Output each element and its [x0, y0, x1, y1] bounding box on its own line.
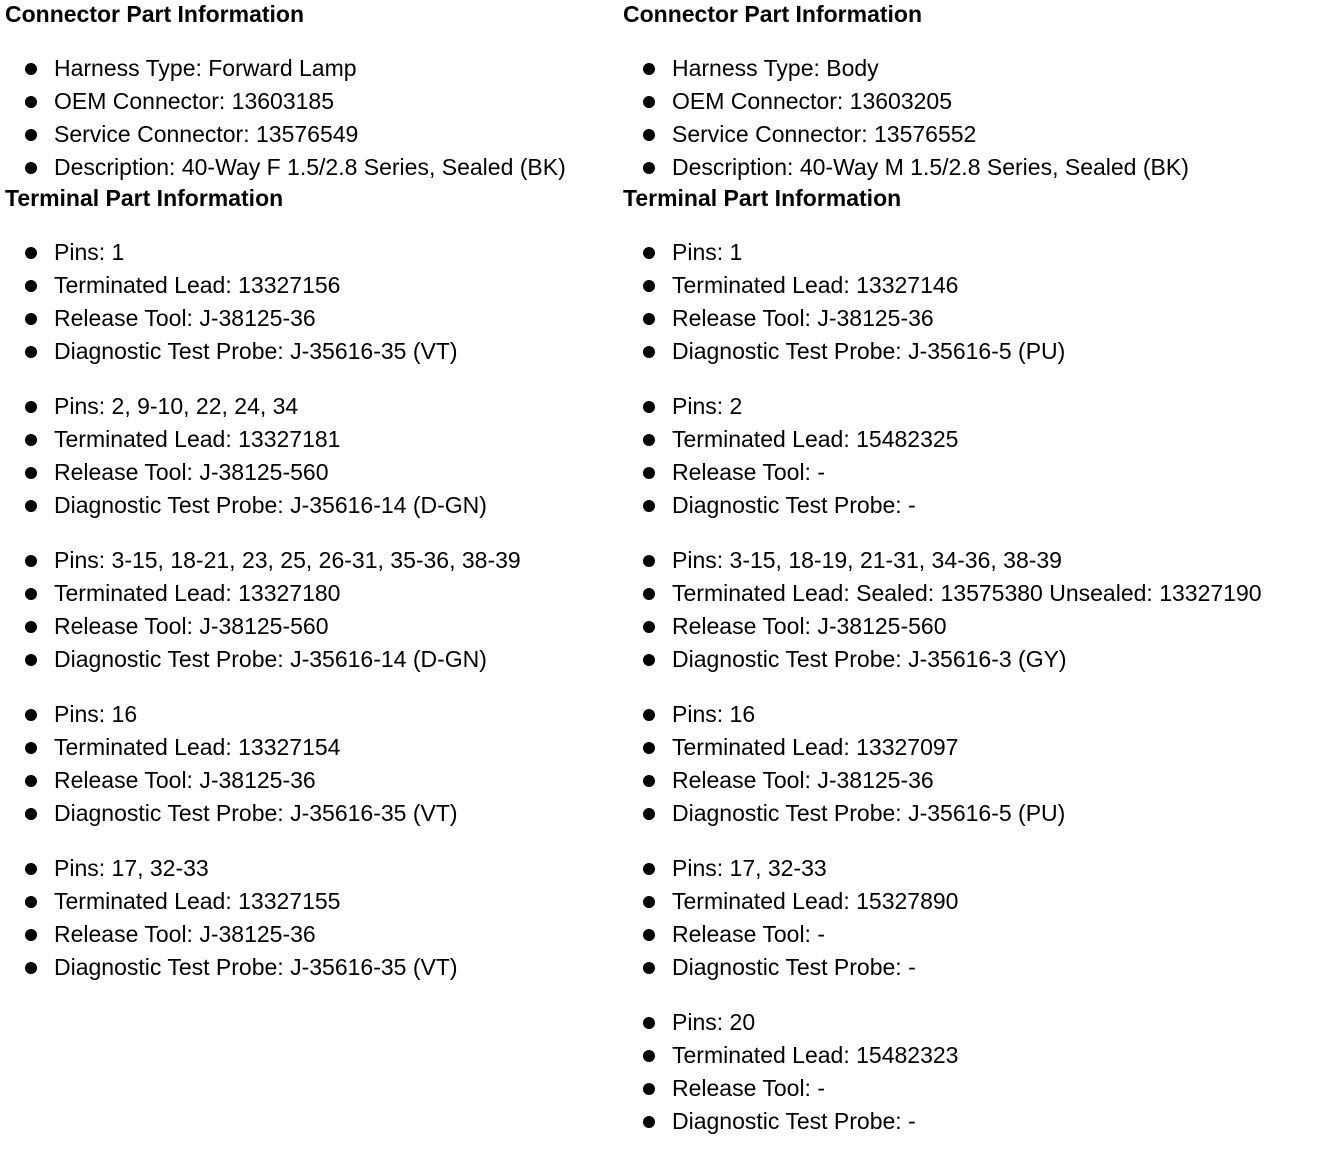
list-item: Terminated Lead: 13327155 [5, 885, 617, 918]
list-item: Terminated Lead: 15482325 [623, 423, 1323, 456]
connector-heading: Connector Part Information [623, 1, 923, 27]
terminal-group [623, 698, 1323, 830]
list-item: Pins: 2, 9-10, 22, 24, 34 [5, 390, 617, 423]
list-item: Terminated Lead: 13327154 [5, 731, 617, 764]
list-item: Terminated Lead: 13327156 [5, 269, 617, 302]
list-item: Release Tool: J-38125-36 [5, 764, 617, 797]
list-item: Terminated Lead: 15482323 [623, 1039, 1323, 1072]
list-item: Terminated Lead: Sealed: 13575380 Unsealed: 13327190 [623, 577, 1323, 610]
list-item: Pins: 1 [5, 236, 617, 269]
list-item: Pins: 17, 32-33 [623, 852, 1323, 885]
list-item: Pins: 17, 32-33 [5, 852, 617, 885]
terminal-group [5, 698, 617, 830]
list-item: Diagnostic Test Probe: J-35616-35 (VT) [5, 951, 617, 984]
terminal-heading: Terminal Part Information [5, 185, 284, 211]
list-item: Pins: 2 [623, 390, 1323, 423]
list-item: Terminated Lead: 13327181 [5, 423, 617, 456]
list-item: Pins: 1 [623, 236, 1323, 269]
connector-list [623, 52, 1323, 184]
list-item: Description: 40-Way F 1.5/2.8 Series, Sealed (BK) [5, 151, 617, 184]
list-item: Release Tool: J-38125-560 [5, 610, 617, 643]
list-item: Harness Type: Body [623, 52, 1323, 85]
list-item: Release Tool: J-38125-36 [5, 302, 617, 335]
list-item: Diagnostic Test Probe: - [623, 489, 1323, 522]
left-column [5, 0, 617, 1006]
list-item: Release Tool: J-38125-36 [5, 918, 617, 951]
list-item: Release Tool: J-38125-36 [623, 302, 1323, 335]
terminal-group [623, 236, 1323, 368]
list-item: Diagnostic Test Probe: J-35616-14 (D-GN) [5, 489, 617, 522]
list-item: OEM Connector: 13603185 [5, 85, 617, 118]
list-item: Diagnostic Test Probe: J-35616-35 (VT) [5, 797, 617, 830]
connector-list [5, 52, 617, 184]
list-item: Harness Type: Forward Lamp [5, 52, 617, 85]
list-item: Diagnostic Test Probe: J-35616-3 (GY) [623, 643, 1323, 676]
list-item: Release Tool: - [623, 456, 1323, 489]
list-item: Diagnostic Test Probe: J-35616-5 (PU) [623, 335, 1323, 368]
list-item: Terminated Lead: 13327097 [623, 731, 1323, 764]
connector-heading: Connector Part Information [5, 1, 305, 27]
terminal-group [623, 390, 1323, 522]
list-item: Description: 40-Way M 1.5/2.8 Series, Sealed (BK) [623, 151, 1323, 184]
list-item: Terminated Lead: 15327890 [623, 885, 1323, 918]
list-item: Service Connector: 13576549 [5, 118, 617, 151]
right-column [623, 0, 1323, 1160]
list-item: Terminated Lead: 13327146 [623, 269, 1323, 302]
terminal-group [623, 1006, 1323, 1138]
list-item: Pins: 3-15, 18-21, 23, 25, 26-31, 35-36, 38-39 [5, 544, 617, 577]
list-item: Diagnostic Test Probe: J-35616-14 (D-GN) [5, 643, 617, 676]
list-item: Release Tool: - [623, 918, 1323, 951]
list-item: Diagnostic Test Probe: J-35616-35 (VT) [5, 335, 617, 368]
list-item: Pins: 16 [5, 698, 617, 731]
list-item: Pins: 16 [623, 698, 1323, 731]
terminal-groups [5, 236, 617, 984]
list-item: Terminated Lead: 13327180 [5, 577, 617, 610]
list-item: Diagnostic Test Probe: J-35616-5 (PU) [623, 797, 1323, 830]
list-item: Release Tool: - [623, 1072, 1323, 1105]
terminal-group [5, 544, 617, 676]
terminal-group [5, 236, 617, 368]
terminal-group [5, 852, 617, 984]
list-item: Release Tool: J-38125-36 [623, 764, 1323, 797]
list-item: Service Connector: 13576552 [623, 118, 1323, 151]
terminal-group [623, 852, 1323, 984]
list-item: OEM Connector: 13603205 [623, 85, 1323, 118]
list-item: Pins: 20 [623, 1006, 1323, 1039]
list-item: Diagnostic Test Probe: - [623, 1105, 1323, 1138]
list-item: Release Tool: J-38125-560 [5, 456, 617, 489]
terminal-heading: Terminal Part Information [623, 185, 902, 211]
list-item: Diagnostic Test Probe: - [623, 951, 1323, 984]
list-item: Release Tool: J-38125-560 [623, 610, 1323, 643]
terminal-groups [623, 236, 1323, 1138]
terminal-group [5, 390, 617, 522]
terminal-group [623, 544, 1323, 676]
list-item: Pins: 3-15, 18-19, 21-31, 34-36, 38-39 [623, 544, 1323, 577]
